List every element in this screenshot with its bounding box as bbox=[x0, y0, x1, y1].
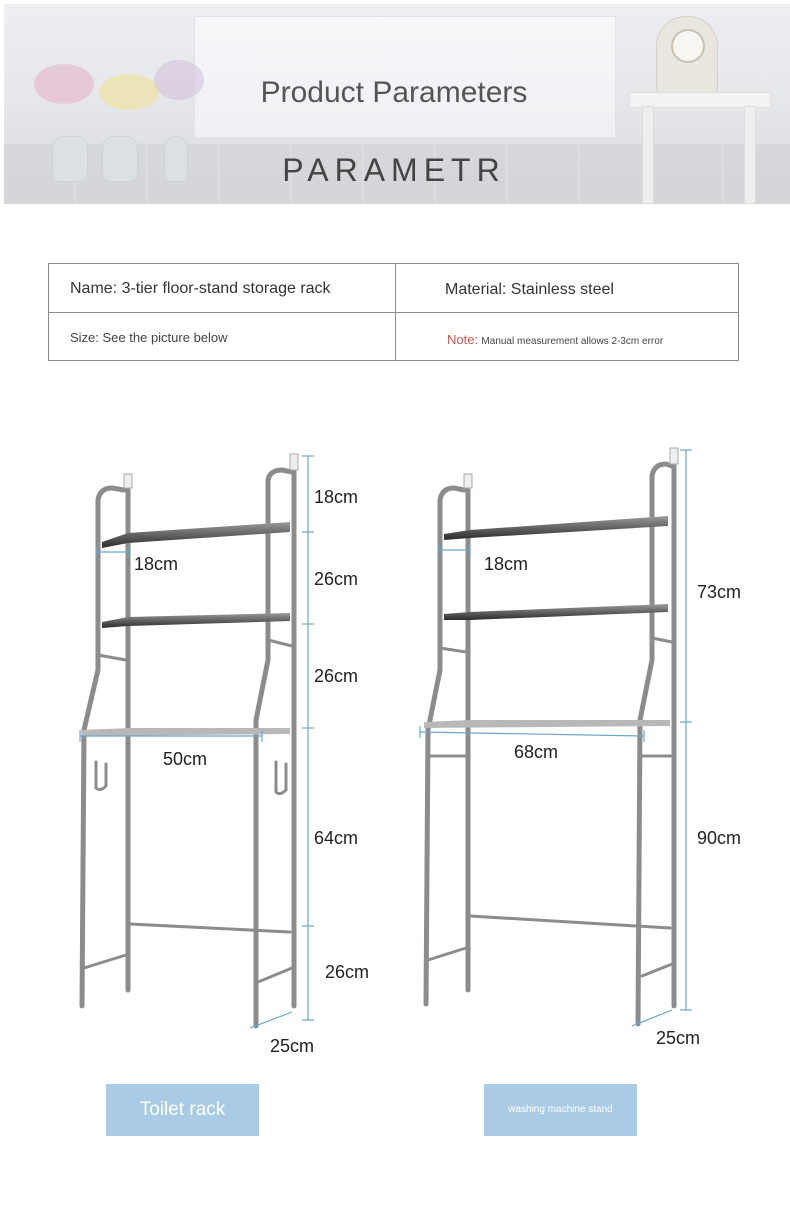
rack-cap bbox=[124, 474, 132, 488]
rack-cap bbox=[464, 474, 472, 488]
parameter-table bbox=[48, 263, 739, 361]
rack-shelf bbox=[444, 516, 668, 540]
dim-bottom: 26cm bbox=[325, 962, 370, 982]
rack-shelf bbox=[82, 728, 290, 736]
table-divider bbox=[395, 264, 396, 360]
dim-depth: 25cm bbox=[270, 1036, 315, 1056]
rack-cap bbox=[290, 454, 298, 470]
rack-crossbar bbox=[652, 638, 672, 642]
rack-diagrams bbox=[0, 420, 790, 1060]
dim-depth-top: 18cm bbox=[134, 554, 179, 574]
toilet-rack-drawing bbox=[82, 470, 294, 1026]
measurement-note bbox=[447, 332, 663, 347]
rack-crossbar bbox=[98, 655, 126, 660]
rack-crossbar bbox=[268, 640, 292, 646]
product-name: Name: 3-tier floor-stand storage rack bbox=[70, 280, 331, 297]
rack-frame bbox=[426, 488, 464, 1004]
rack-crossbar bbox=[130, 924, 290, 932]
dim-depth: 25cm bbox=[656, 1028, 701, 1048]
banner-subtitle: PARAMETR bbox=[282, 152, 506, 188]
rack-crossbar bbox=[428, 948, 466, 960]
rack-crossbar bbox=[440, 648, 466, 652]
rack-frame bbox=[638, 464, 672, 1024]
dim-tier2: 26cm bbox=[314, 666, 359, 686]
washing-machine-stand-caption: washing machine stand bbox=[484, 1084, 637, 1136]
rack-frame bbox=[256, 470, 292, 1026]
note-label: Note: bbox=[447, 332, 479, 347]
dim-tier1: 26cm bbox=[314, 569, 359, 589]
dim-lower: 64cm bbox=[314, 828, 359, 848]
clock-face bbox=[671, 29, 705, 63]
table-divider bbox=[49, 312, 738, 313]
banner-title: Product Parameters bbox=[260, 76, 528, 109]
dim-lower: 90cm bbox=[697, 828, 742, 848]
dim-width: 50cm bbox=[163, 749, 208, 769]
rack-crossbar bbox=[84, 955, 126, 968]
banner bbox=[4, 4, 790, 204]
product-size: Size: See the picture below bbox=[70, 330, 228, 345]
width-line bbox=[420, 732, 644, 736]
rack-crossbar bbox=[642, 964, 672, 976]
rack-hook bbox=[96, 762, 106, 790]
dim-upper: 73cm bbox=[697, 582, 742, 602]
rack-hook bbox=[276, 762, 286, 794]
rack-cap bbox=[670, 448, 678, 464]
rack-frame bbox=[82, 488, 124, 1006]
rack-shelf bbox=[444, 604, 668, 620]
note-text: Manual measurement allows 2-3cm error bbox=[481, 336, 664, 347]
dim-top: 18cm bbox=[314, 487, 359, 507]
dim-depth-top: 18cm bbox=[484, 554, 529, 574]
rack-shelf bbox=[424, 720, 670, 728]
dim-width: 68cm bbox=[514, 742, 559, 762]
rack-crossbar bbox=[258, 968, 292, 982]
product-material: Material: Stainless steel bbox=[445, 281, 614, 298]
toilet-rack-caption: Toilet rack bbox=[106, 1084, 259, 1136]
